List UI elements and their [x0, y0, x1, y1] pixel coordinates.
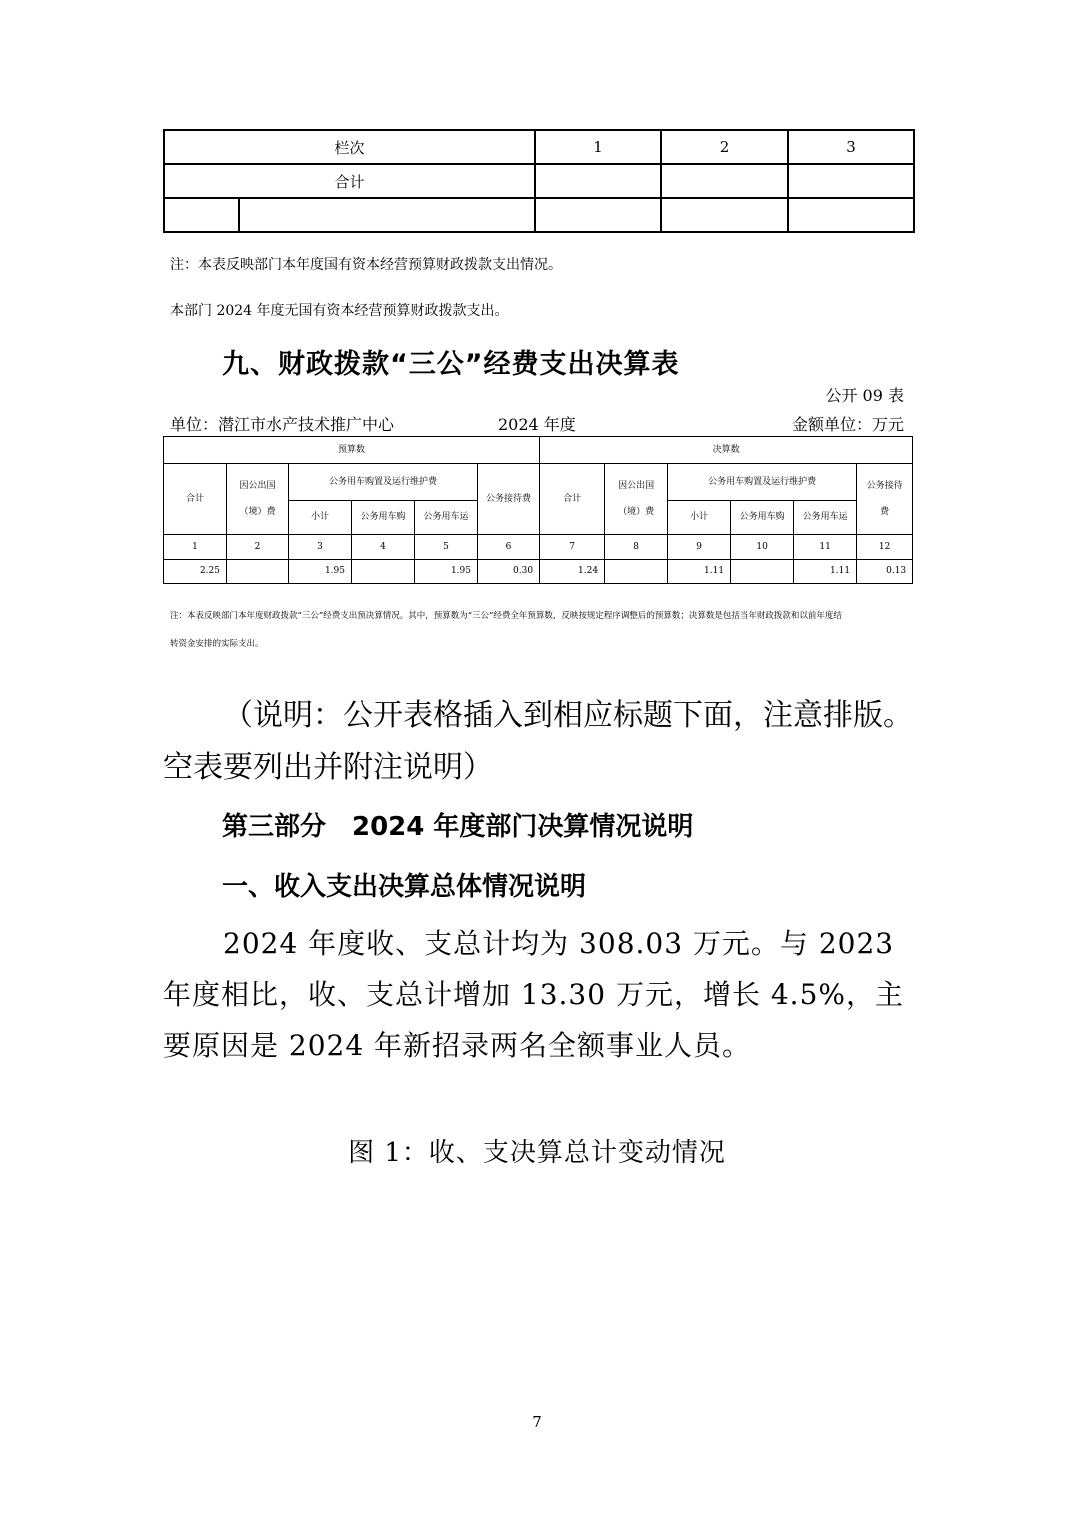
table-cell: [164, 198, 239, 232]
value-cell: 1.11: [668, 560, 731, 584]
table-row: [164, 130, 914, 164]
column-number: 7: [540, 535, 605, 560]
layout-explanation: （说明：公开表格插入到相应标题下面，注意排版。空表要列出并附注说明）: [163, 698, 913, 785]
table-row: [164, 164, 914, 198]
reception-header: 公务接待费: [478, 464, 540, 535]
table-row: [164, 437, 913, 464]
purchase-header: 公务用车购: [352, 501, 415, 535]
table-cell: [788, 164, 914, 198]
value-cell: 2.25: [164, 560, 227, 584]
table-cell: [788, 198, 914, 232]
header-cell: 3: [788, 130, 914, 164]
value-cell: [731, 560, 794, 584]
total-header: 合计: [540, 464, 605, 535]
value-cell: 1.95: [289, 560, 352, 584]
operate-header: 公务用车运: [415, 501, 478, 535]
section-1-body: 2024 年度收、支总计均为 308.03 万元。与 2023 年度相比，收、支总计增加 13.30 万元，增长 4.5%，主要原因是 2024 年新招录两名全额事业人员。: [163, 927, 904, 1062]
table-cell: [661, 164, 788, 198]
money-unit: 金额单位：万元: [791, 415, 904, 434]
value-cell: 1.95: [415, 560, 478, 584]
figure-caption: 图 1：收、支决算总计变动情况: [348, 1138, 726, 1168]
column-number: 10: [731, 535, 794, 560]
part-3-title: 第三部分 2024 年度部门决算情况说明: [222, 812, 694, 842]
table-cell: [535, 198, 661, 232]
table-cell: [661, 198, 788, 232]
table-row: [164, 198, 914, 232]
column-number: 4: [352, 535, 415, 560]
table-row: [164, 464, 913, 501]
column-number: 2: [227, 535, 289, 560]
section-1-title: 一、收入支出决算总体情况说明: [222, 872, 587, 902]
column-number: 6: [478, 535, 540, 560]
budget-header: 预算数: [164, 437, 540, 464]
final-header: 决算数: [540, 437, 913, 464]
value-cell: [352, 560, 415, 584]
abroad-header: 因公出国 （境）费: [227, 464, 289, 535]
form-number: 公开 09 表: [825, 386, 904, 405]
column-number: 9: [668, 535, 731, 560]
value-cell: [605, 560, 668, 584]
table-cell: [535, 164, 661, 198]
page-number: 7: [532, 1413, 542, 1431]
three-public-note: 注：本表反映部门本年度财政拨款“三公”经费支出预决算情况。其中，预算数为“三公”经费全年预算数，反映按规定程序调整后的预算数；决算数是包括当年财政拨款和以前年度结 转资金安排的实际支出。: [170, 611, 842, 649]
value-cell: 0.13: [857, 560, 913, 584]
capital-budget-table: [163, 129, 915, 233]
header-cell: 2: [661, 130, 788, 164]
vehicle-header: 公务用车购置及运行维护费: [668, 464, 857, 501]
vehicle-header: 公务用车购置及运行维护费: [289, 464, 478, 501]
column-number: 5: [415, 535, 478, 560]
column-number: 8: [605, 535, 668, 560]
no-capital-statement: 本部门 2024 年度无国有资本经营预算财政拨款支出。: [170, 303, 509, 319]
section-9-title: 九、财政拨款“三公”经费支出决算表: [222, 349, 680, 380]
abroad-header: 因公出国 （境）费: [605, 464, 668, 535]
total-header: 合计: [164, 464, 227, 535]
capital-table-note: 注：本表反映部门本年度国有资本经营预算财政拨款支出情况。: [170, 257, 562, 273]
column-number: 1: [164, 535, 227, 560]
value-cell: 1.24: [540, 560, 605, 584]
column-number: 11: [794, 535, 857, 560]
header-cell: 栏次: [164, 130, 535, 164]
table-row: [164, 535, 913, 560]
value-cell: 1.11: [794, 560, 857, 584]
reception-header: 公务接待 费: [857, 464, 913, 535]
fiscal-year: 2024 年度: [498, 415, 576, 434]
table-row: [164, 560, 913, 584]
operate-header: 公务用车运: [794, 501, 857, 535]
column-number: 3: [289, 535, 352, 560]
subtotal-header: 小计: [289, 501, 352, 535]
unit-name: 单位：潜江市水产技术推广中心: [170, 415, 395, 434]
subtotal-header: 小计: [668, 501, 731, 535]
total-label: 合计: [164, 164, 535, 198]
value-cell: [227, 560, 289, 584]
table-cell: [239, 198, 535, 232]
header-cell: 1: [535, 130, 661, 164]
value-cell: 0.30: [478, 560, 540, 584]
three-public-expenses-table: [163, 436, 913, 584]
column-number: 12: [857, 535, 913, 560]
purchase-header: 公务用车购: [731, 501, 794, 535]
